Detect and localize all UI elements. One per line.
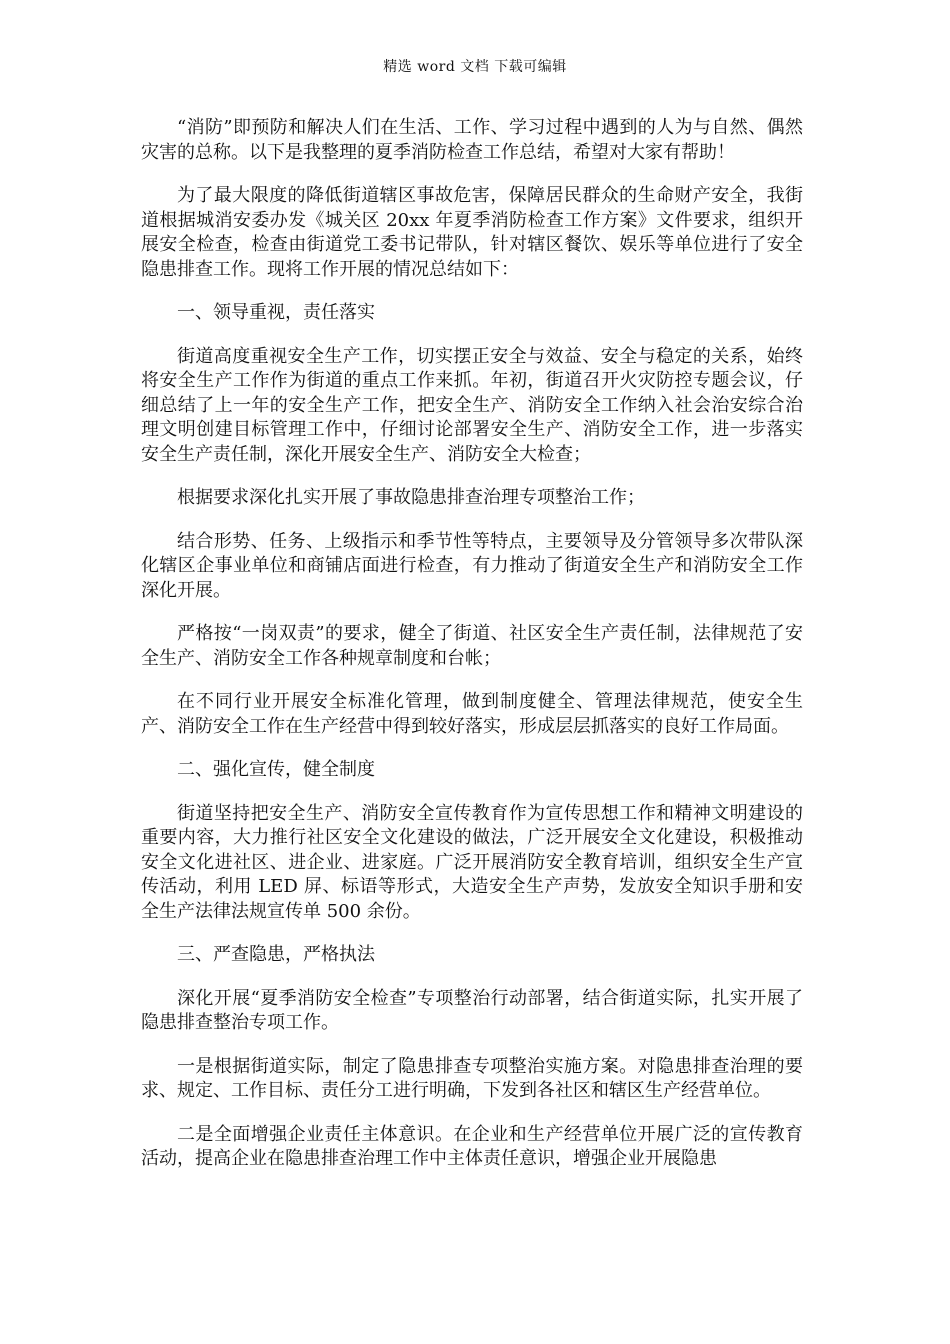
section-heading-3: 三、严查隐患，严格执法 [177, 944, 375, 965]
section-2-paragraph: 街道坚持把安全生产、消防安全宣传教育作为宣传思想工作和精神文明建设的重要内容，大力推行社区安全文化建设的做法，广泛开展安全文化建设，积极推动安全文化进社区、进企业、进家庭。广泛开展消防安全教育培训，组织安全生产宣传活动，利用 LED 屏、标语等形式，大造安全生产声势，发放安全知识手册和安全生产法律法规宣传单 500 余份。 [141, 802, 803, 922]
section-3-paragraph: 深化开展“夏季消防安全检查”专项整治行动部署，结合街道实际，扎实开展了隐患排查整治专项工作。 [141, 987, 803, 1033]
section-1-paragraph: 根据要求深化扎实开展了事故隐患排查治理专项整治工作； [177, 487, 645, 508]
section-heading-1: 一、领导重视，责任落实 [177, 302, 375, 323]
section-1-paragraph: 严格按“一岗双责”的要求，健全了街道、社区安全生产责任制，法律规范了安全生产、消防安全工作各种规章制度和台帐； [141, 623, 803, 669]
section-1-paragraph: 结合形势、任务、上级指示和季节性等特点，主要领导及分管领导多次带队深化辖区企事业单位和商铺店面进行检查，有力推动了街道安全生产和消防安全工作深化开展。 [141, 530, 803, 601]
page-header: 精选 word 文档 下载可编辑 [383, 59, 567, 75]
intro-paragraph: “消防”即预防和解决人们在生活、工作、学习过程中遇到的人为与自然、偶然灾害的总称。以下是我整理的夏季消防检查工作总结，希望对大家有帮助！ [141, 117, 803, 163]
background-paragraph: 为了最大限度的降低街道辖区事故危害，保障居民群众的生命财产安全，我街道根据城消安委办发《城关区 20xx 年夏季消防检查工作方案》文件要求，组织开展安全检查，检查由街道党工委书记带队，针对辖区餐饮、娱乐等单位进行了安全隐患排查工作。现将工作开展的情况总结如下： [141, 185, 803, 280]
section-1-paragraph: 街道高度重视安全生产工作，切实摆正安全与效益、安全与稳定的关系，始终将安全生产工作作为街道的重点工作来抓。年初，街道召开火灾防控专题会议，仔细总结了上一年的安全生产工作，把安全生产、消防安全工作纳入社会治安综合治理文明创建目标管理工作中，仔细讨论部署安全生产、消防安全工作，进一步落实安全生产责任制，深化开展安全生产、消防安全大检查； [141, 345, 803, 465]
section-heading-2: 二、强化宣传，健全制度 [177, 759, 375, 780]
section-3-paragraph: 一是根据街道实际，制定了隐患排查专项整治实施方案。对隐患排查治理的要求、规定、工作目标、责任分工进行明确，下发到各社区和辖区生产经营单位。 [141, 1055, 803, 1101]
document-body [141, 116, 803, 1191]
section-1-paragraph: 在不同行业开展安全标准化管理，做到制度健全、管理法律规范，使安全生产、消防安全工作在生产经营中得到较好落实，形成层层抓落实的良好工作局面。 [141, 691, 803, 737]
section-3-paragraph: 二是全面增强企业责任主体意识。在企业和生产经营单位开展广泛的宣传教育活动，提高企业在隐患排查治理工作中主体责任意识，增强企业开展隐患 [141, 1123, 803, 1169]
